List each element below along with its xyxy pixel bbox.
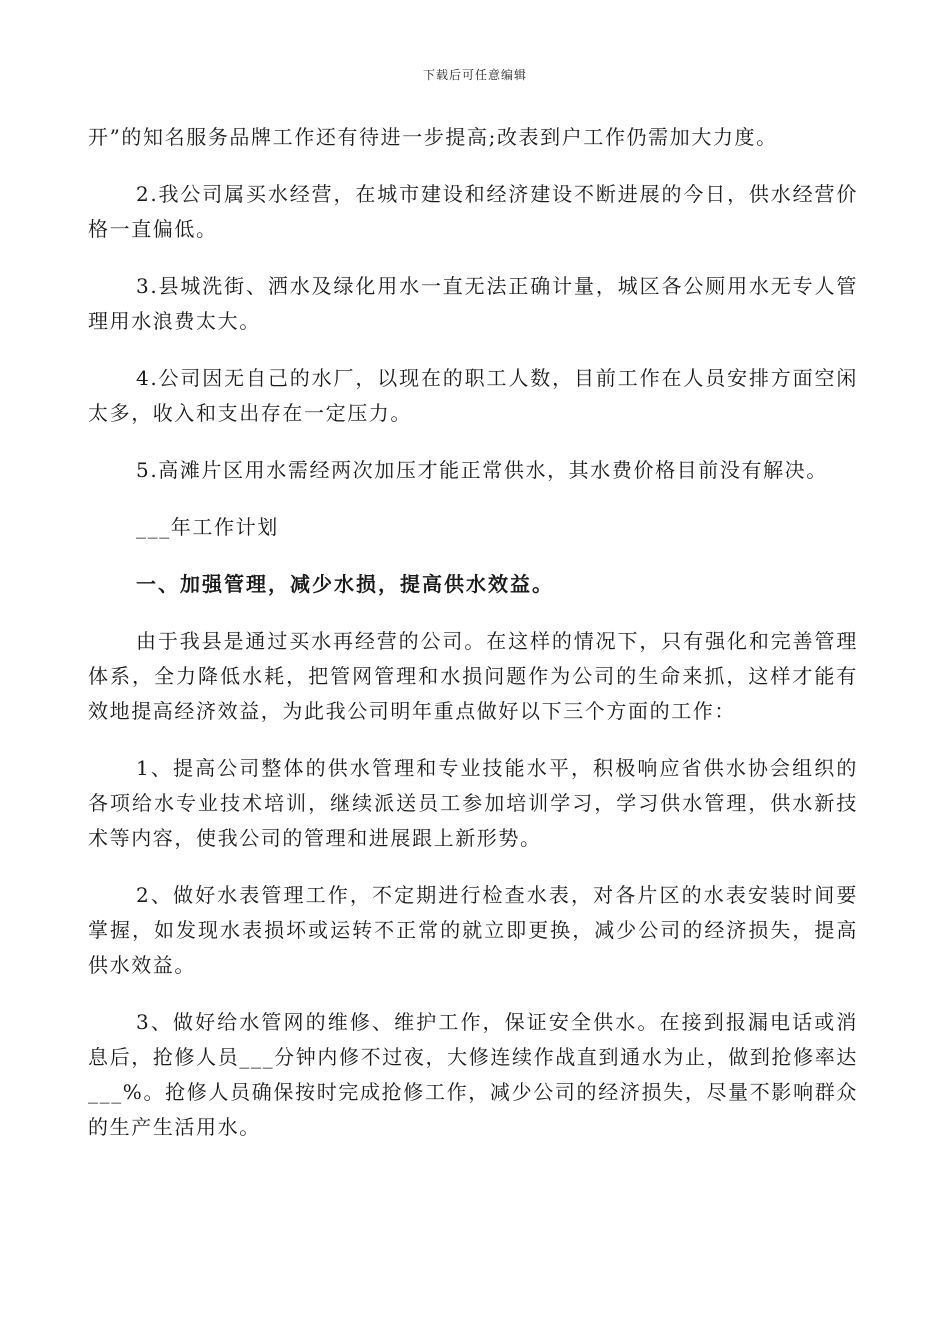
paragraph-item-4: 4.公司因无自己的水厂，以现在的职工人数，目前工作在人员安排方面空闲太多，收入和支出存在一定压力。 [88, 366, 858, 425]
paragraph-continuation: 开”的知名服务品牌工作还有待进一步提高;改表到户工作仍需加大力度。 [88, 125, 778, 149]
plan-item-1: 1、提高公司整体的供水管理和专业技能水平，积极响应省供水协会组织的各项给水专业技术培训，继续派送员工参加培训学习，学习供水管理，供水新技术等内容，使我公司的管理和进展跟上新形势。 [88, 756, 858, 850]
page-header-note: 下载后可任意编辑 [422, 68, 527, 82]
paragraph-item-3: 3.县城洗街、洒水及绿化用水一直无法正确计量，城区各公厕用水无专人管理用水浪费太大。 [88, 274, 858, 333]
paragraph-item-5: 5.高滩片区用水需经两次加压才能正常供水，其水费价格目前没有解决。 [136, 458, 828, 482]
paragraph-intro: 由于我县是通过买水再经营的公司。在这样的情况下，只有强化和完善管理体系，全力降低水耗，把管网管理和水损问题作为公司的生命来抓，这样才能有效地提高经济效益，为此我公司明年重点做好以下三个方面的工作： [88, 629, 858, 723]
paragraph-item-2: 2.我公司属买水经营，在城市建设和经济建设不断进展的今日，供水经营价格一直偏低。 [88, 182, 858, 241]
plan-item-3: 3、做好给水管网的维修、维护工作，保证安全供水。在接到报漏电话或消息后，抢修人员___分钟内修不过夜，大修连续作战直到通水为止，做到抢修率达___%。抢修人员确保按时完成抢修工作，减少公司的经济损失，尽量不影响群众的生产生活用水。 [88, 1010, 858, 1139]
plan-item-2: 2、做好水表管理工作，不定期进行检查水表，对各片区的水表安装时间要掌握，如发现水表损坏或运转不正常的就立即更换，减少公司的经济损失，提高供水效益。 [88, 883, 858, 977]
document-body [88, 120, 858, 1167]
section-heading-1: 一、加强管理，减少水损，提高供水效益。 [136, 572, 554, 596]
section-title-work-plan: ___年工作计划 [136, 515, 279, 539]
